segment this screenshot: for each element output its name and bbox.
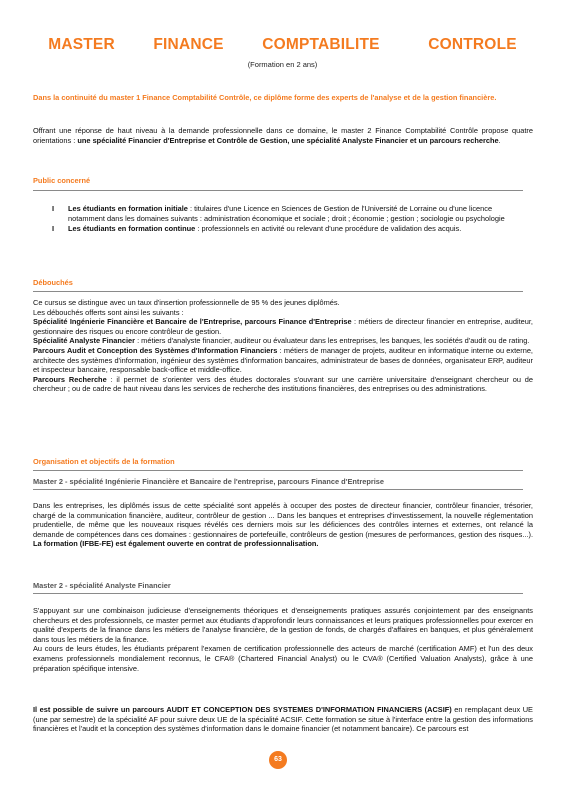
paragraph-bold: Il est possible de suivre un parcours AUDIT ET CONCEPTION DES SYSTEMES D'INFORMATION FINANCIERS (ACSIF) bbox=[33, 705, 452, 714]
intro-paragraph bbox=[33, 126, 533, 145]
debouches-intro: Les débouchés offerts sont ainsi les suivants : bbox=[33, 307, 184, 317]
title-word: CONTROLE bbox=[428, 36, 517, 53]
paragraph-text: Au cours de leurs études, les étudiants préparent l'examen de certification professionnelle des acteurs de marché (certification AMF) et l'un des deux examens professionnels mondialement reconnus, le CFA® (Chartered Financial Analyst) ou le CVA® (Certified Valuation Analysts), grâce à une préparation spécifique intensive. bbox=[33, 644, 533, 673]
entry-bold: Spécialité Analyste Financier bbox=[33, 336, 136, 346]
list-item bbox=[52, 224, 512, 234]
organisation-heading: Organisation et objectifs de la formation bbox=[33, 457, 175, 466]
entry-text: : métiers d'analyste financier, auditeur ou évaluateur dans les entreprises, les banques, les sociétés d'audit ou de rating. bbox=[135, 336, 530, 346]
debouches-heading: Débouchés bbox=[33, 278, 73, 287]
sub-heading: Master 2 - spécialité Ingénierie Financière et Bancaire de l'entreprise, parcours Finance d'Entreprise bbox=[33, 477, 385, 486]
page-number-badge: 63 bbox=[269, 751, 287, 769]
section-divider bbox=[33, 291, 523, 292]
organisation-p2 bbox=[33, 606, 533, 673]
debouches-entry bbox=[33, 346, 533, 375]
paragraph-text: en remplaçant deux UE (une par semestre) de la spécialité AF pour suivre deux UE de la spécialité ACSIF. Cette formation se situe à l'interface entre la gestion des informations financières et l'audit et la conception des systèmes d'information dans le domaine financier (et notamment bancaire). Ce parcours est bbox=[33, 705, 533, 734]
intro-bold: une spécialité Financier d'Entreprise et Contrôle de Gestion, une spécialité Analyste Financier et un parcours recherche bbox=[77, 135, 499, 145]
section-divider bbox=[33, 489, 523, 490]
list-item-bold: Les étudiants en formation initiale bbox=[68, 204, 188, 213]
paragraph-bold: La formation (IFBE-FE) est également ouverte en contrat de professionnalisation. bbox=[33, 539, 319, 549]
paragraph-text: Dans les entreprises, les diplômés issus de cette spécialité sont appelés à occuper des postes de directeur financier, contrôleur financier, trésorier, chargé de la communication financière, auditeur, contrôleur de gestion ... Dans les banques et entreprises d'investissement, la nouvelle réglementation prudentielle, de même que les nouveaux risques révélés ces derniers mois sur les déficiences des contrôles internes et externes, ont relancé la demande de compétences dans ces domaines : gestionnaires de portefeuille, contrôleurs de gestion (mesures de performances, gestion des risques...). bbox=[33, 501, 533, 539]
list-item-bold: Les étudiants en formation continue bbox=[68, 224, 196, 234]
title-word: MASTER bbox=[48, 36, 115, 53]
page-subtitle: (Formation en 2 ans) bbox=[247, 60, 318, 69]
entry-bold: Spécialité Ingénierie Financière et Bancaire de l'Entreprise, parcours Finance d'Entreprise bbox=[33, 317, 352, 327]
list-item-text: : professionnels en activité ou relevant d'une procédure de validation des acquis. bbox=[195, 224, 462, 234]
section-divider bbox=[33, 470, 523, 471]
section-divider bbox=[33, 190, 523, 191]
page-title bbox=[0, 36, 565, 54]
debouches-intro: Ce cursus se distingue avec un taux d'insertion professionnelle de 95 % des jeunes diplômés. bbox=[33, 298, 340, 307]
entry-text: : métiers de manager de projets, auditeur en informatique interne ou externe, architecte des systèmes d'information, ingénieur des systèmes d'information bancaires, administrateur de bases de données, organisateur ERP, auditeur et inspecteur bancaire, responsable back-office et middle-office. bbox=[33, 345, 533, 375]
list-item-text: : titulaires d'une Licence en Sciences de Gestion de l'Université de Lorraine ou d'une licence notamment dans les domaines suivants : administration économique et sociale ; droit ; économie ; gestion ; sociologie ou psychologie bbox=[68, 204, 505, 223]
paragraph-text: S'appuyant sur une combinaison judicieuse d'enseignements théoriques et d'enseignements pratiques assurés conjointement par des enseignants chercheurs et des professionnels, ce master permet aux étudiants d'approfondir leurs connaissances et leurs pratiques professionnelles pour exercer en qualité d'experts de la finance dans les métiers de l'analyse financière, de la gestion de fonds, de chargés d'affaires en banques, et plus généralement dans tous les métiers de la finance. bbox=[33, 606, 533, 644]
debouches-entry bbox=[33, 375, 533, 394]
title-word: FINANCE bbox=[153, 36, 224, 53]
entry-text: : métiers de directeur financier en entreprise, auditeur, gestionnaire des risques ou encore contrôleur de gestion. bbox=[33, 317, 533, 336]
organisation-p1 bbox=[33, 501, 533, 549]
bullet-mark: I bbox=[52, 224, 55, 234]
debouches-body bbox=[33, 298, 533, 394]
sub-heading: Master 2 - spécialité Analyste Financier bbox=[33, 581, 171, 590]
organisation-p4 bbox=[33, 705, 533, 734]
entry-text: : il permet de s'orienter vers des études doctorales s'ouvrant sur une carrière universitaire d'enseignant chercheur ou de chercheur ; ou de cadre de haut niveau dans les services de recherche des institutions financières, des entreprises ou des administrations. bbox=[33, 374, 534, 394]
debouches-entry bbox=[33, 317, 533, 336]
intro-text: Offrant une réponse de haut niveau à la demande professionnelle dans ce domaine, le master 2 Finance Comptabilité Contrôle propose quatre orientations : bbox=[33, 126, 533, 145]
entry-bold: Parcours Audit et Conception des Systèmes d'Information Financiers bbox=[33, 345, 278, 355]
bullet-mark: I bbox=[52, 204, 55, 213]
public-list bbox=[52, 204, 512, 235]
section-divider bbox=[33, 593, 523, 594]
intro-lead-text: Dans la continuité du master 1 Finance Comptabilité Contrôle, ce diplôme forme des experts de l'analyse et de la gestion financière. bbox=[33, 93, 497, 102]
intro-end: . bbox=[498, 135, 501, 145]
title-word: COMPTABILITE bbox=[262, 36, 380, 53]
intro-lead bbox=[33, 93, 533, 103]
list-item bbox=[52, 204, 512, 223]
entry-bold: Parcours Recherche bbox=[33, 374, 107, 384]
public-heading: Public concerné bbox=[33, 176, 91, 185]
debouches-entry bbox=[33, 336, 533, 346]
